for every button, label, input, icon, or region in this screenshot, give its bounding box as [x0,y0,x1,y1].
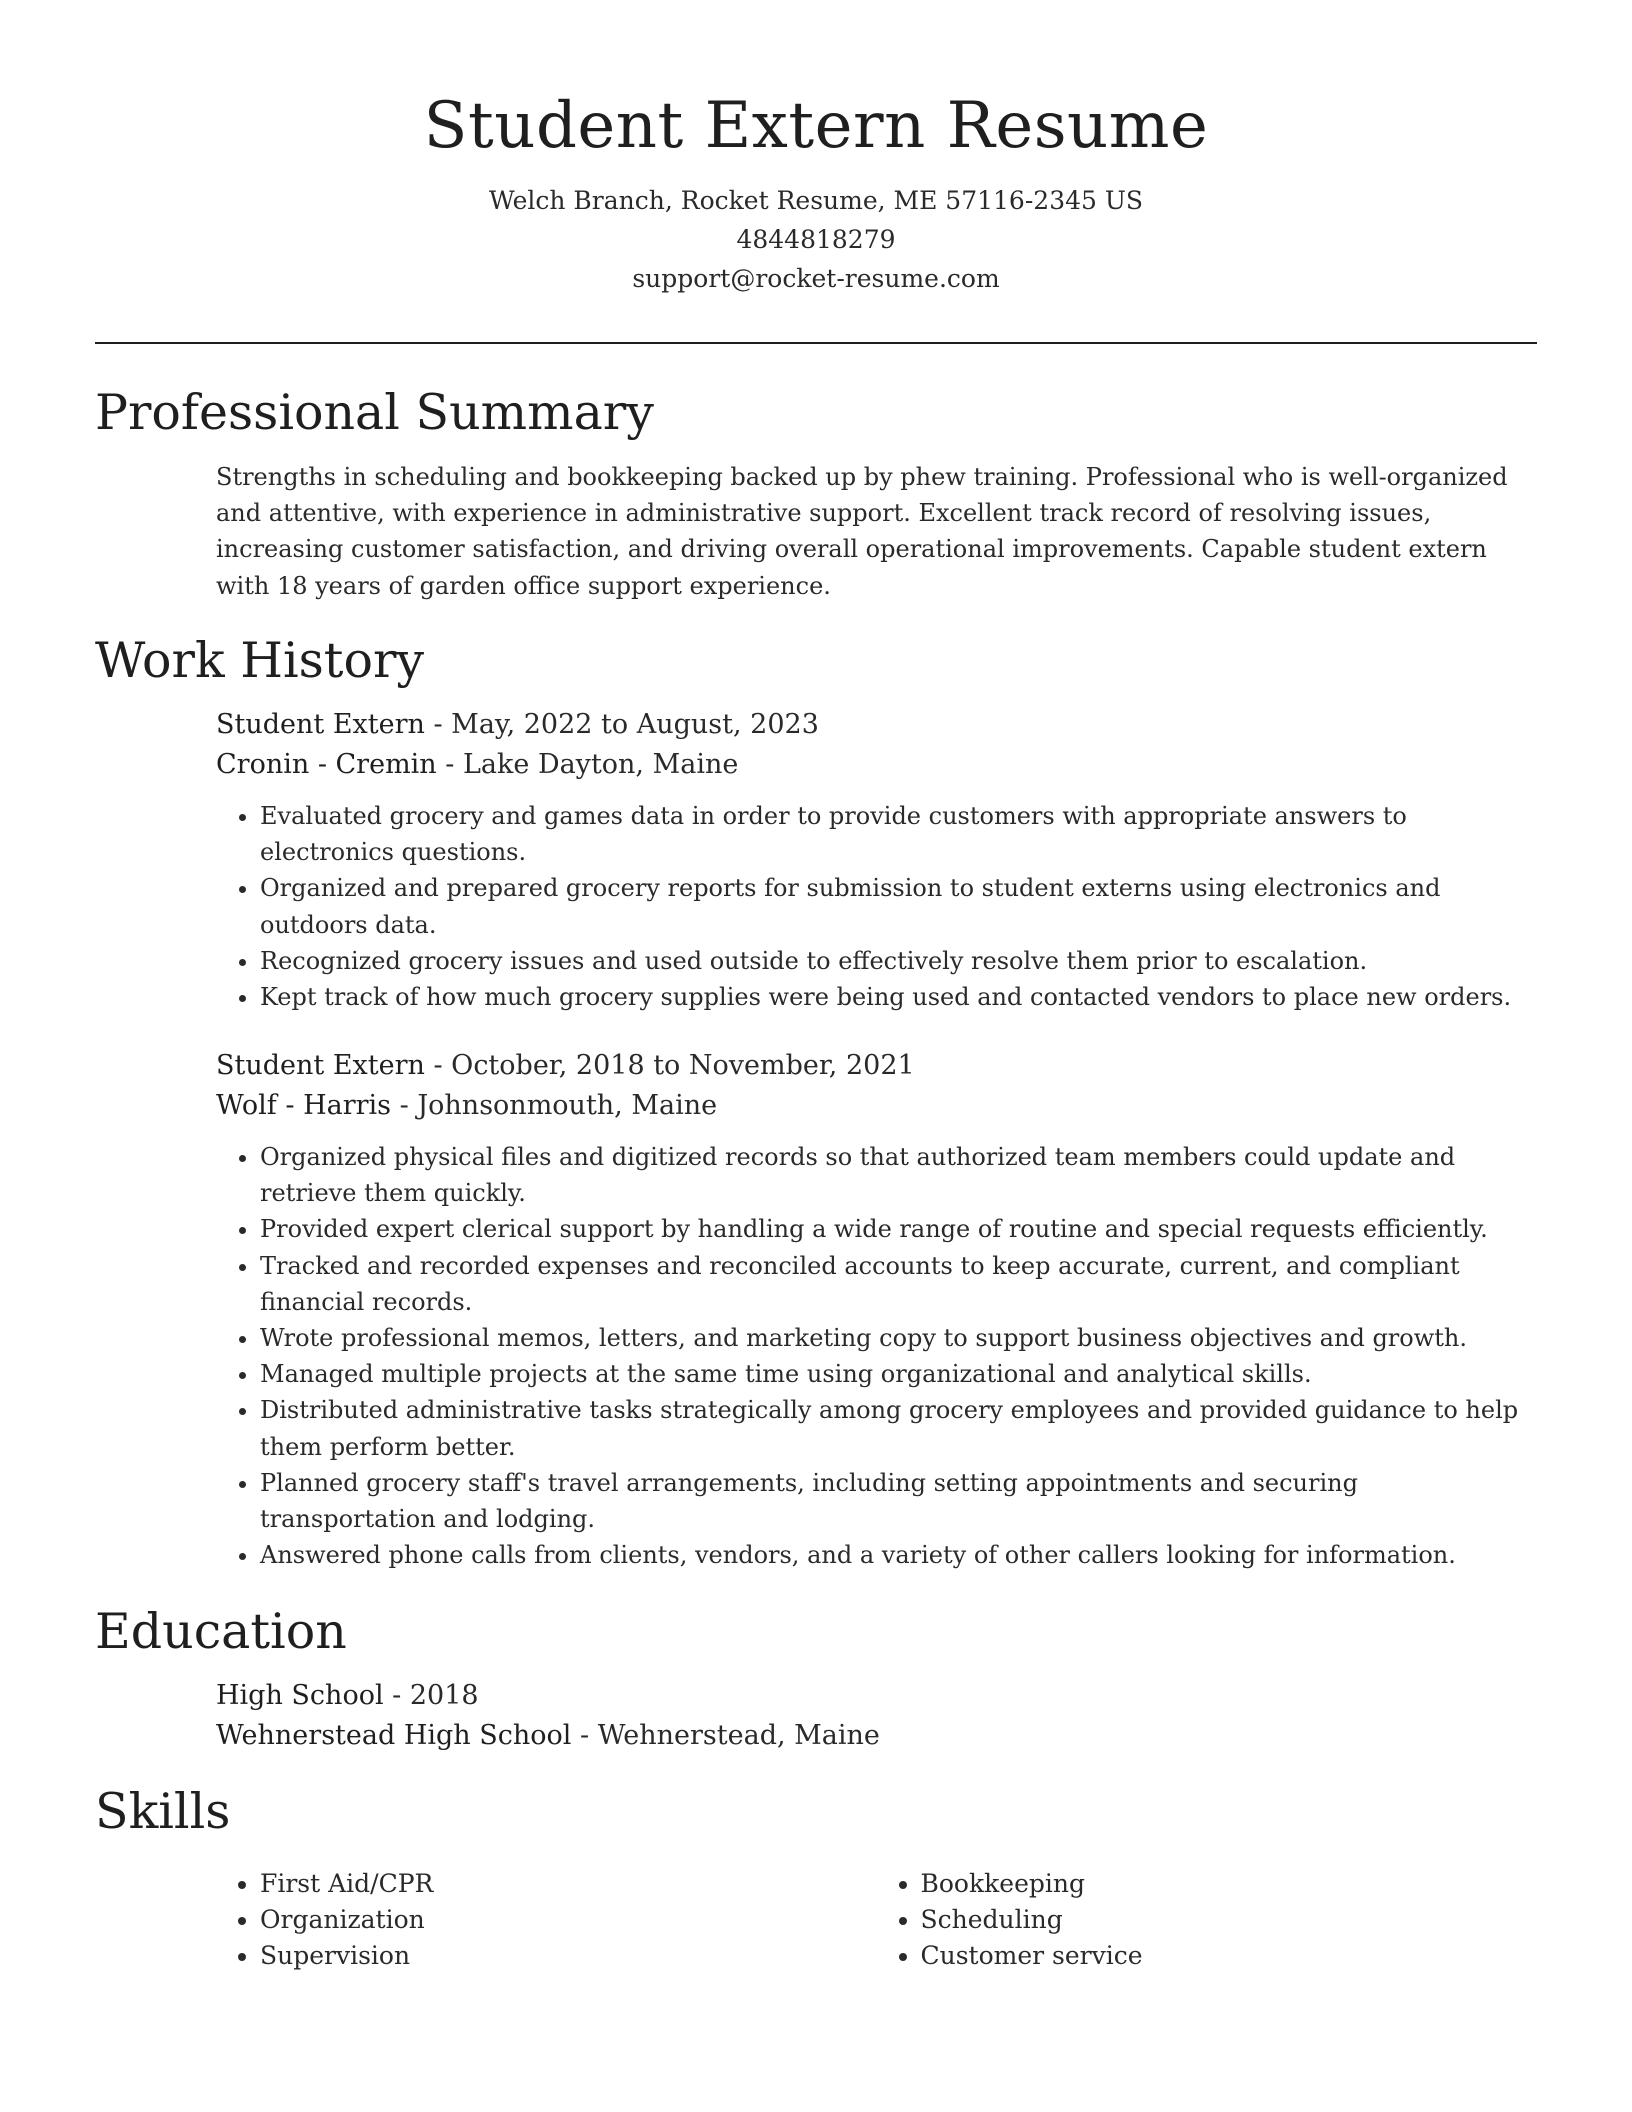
skill-item: • Scheduling [921,1902,1538,1938]
job-bullet: • Distributed administrative tasks strategically among grocery employees and provided guidance to help them perform better. [260,1392,1537,1464]
job-bullet: • Answered phone calls from clients, vendors, and a variety of other callers looking for information. [260,1537,1537,1573]
education-school-line [216,1716,1537,1756]
job-location: - Lake Dayton, Maine [436,749,739,780]
job-bullets [216,798,1537,1015]
job-company: Cronin - Cremin [216,749,437,780]
job-bullet: • Managed multiple projects at the same time using organizational and analytical skills. [260,1356,1537,1392]
job-bullets [216,1139,1537,1573]
contact-email: support@rocket-resume.com [632,264,1000,293]
contact-phone: 4844818279 [736,225,896,254]
resume-header [95,78,1537,298]
job-company-line [216,1086,1537,1126]
header-divider [95,342,1537,344]
job-location: - Johnsonmouth, Maine [391,1090,718,1121]
job-bullet: • Recognized grocery issues and used outside to effectively resolve them prior to escalation. [260,943,1537,979]
education-entry [216,1676,1537,1756]
job-title-line [216,705,1537,745]
job-entry [216,705,1537,1015]
job-bullet: • Planned grocery staff's travel arrangements, including setting appointments and securing transportation and lodging. [260,1465,1537,1537]
job-company: Wolf - Harris [216,1090,392,1121]
education-degree: High School [216,1680,384,1711]
education-location: - Wehnerstead, Maine [571,1720,880,1751]
job-entry [216,1046,1537,1573]
skill-item: • Organization [260,1902,877,1938]
summary-heading: Professional Summary [95,384,654,441]
job-title: Student Extern [216,709,425,740]
skills-list-right [877,1866,1538,1975]
contact-info [95,181,1537,298]
work-history-heading: Work History [95,632,425,689]
job-bullet: • Organized and prepared grocery reports for submission to student externs using electronics and outdoors data. [260,870,1537,942]
job-dates: - October, 2018 to November, 2021 [424,1050,915,1081]
summary-text: Strengths in scheduling and bookkeeping backed up by phew training. Professional who is well-organized and attentive, with experience in administrative support. Excellent track record of resolving issues, increasing customer satisfaction, and driving overall operational improvements. Capable student extern with 18 years of garden office support experience. [216,463,1508,600]
job-title: Student Extern [216,1050,425,1081]
skill-item: • First Aid/CPR [260,1866,877,1902]
contact-address: Welch Branch, Rocket Resume, ME 57116-2345 US [488,186,1144,215]
skill-item: • Supervision [260,1938,877,1974]
education-degree-line [216,1676,1537,1716]
education-school: Wehnerstead High School [216,1720,572,1751]
job-bullet: • Wrote professional memos, letters, and marketing copy to support business objectives and growth. [260,1320,1537,1356]
job-title-line [216,1046,1537,1086]
job-bullet: • Kept track of how much grocery supplies were being used and contacted vendors to place new orders. [260,979,1537,1015]
skills-heading: Skills [95,1783,231,1840]
job-company-line [216,745,1537,785]
skill-item: • Bookkeeping [921,1866,1538,1902]
resume-title: Student Extern Resume [423,89,1209,163]
job-bullet: • Tracked and recorded expenses and reconciled accounts to keep accurate, current, and compliant financial records. [260,1248,1537,1320]
skills-columns [216,1866,1537,1975]
job-bullet: • Organized physical files and digitized records so that authorized team members could update and retrieve them quickly. [260,1139,1537,1211]
skill-item: • Customer service [921,1938,1538,1974]
job-bullet: • Evaluated grocery and games data in order to provide customers with appropriate answers to electronics questions. [260,798,1537,870]
education-year: - 2018 [383,1680,479,1711]
job-dates: - May, 2022 to August, 2023 [424,709,819,740]
job-bullet: • Provided expert clerical support by handling a wide range of routine and special requests efficiently. [260,1211,1537,1247]
skills-list-left [216,1866,877,1975]
education-heading: Education [95,1603,347,1660]
